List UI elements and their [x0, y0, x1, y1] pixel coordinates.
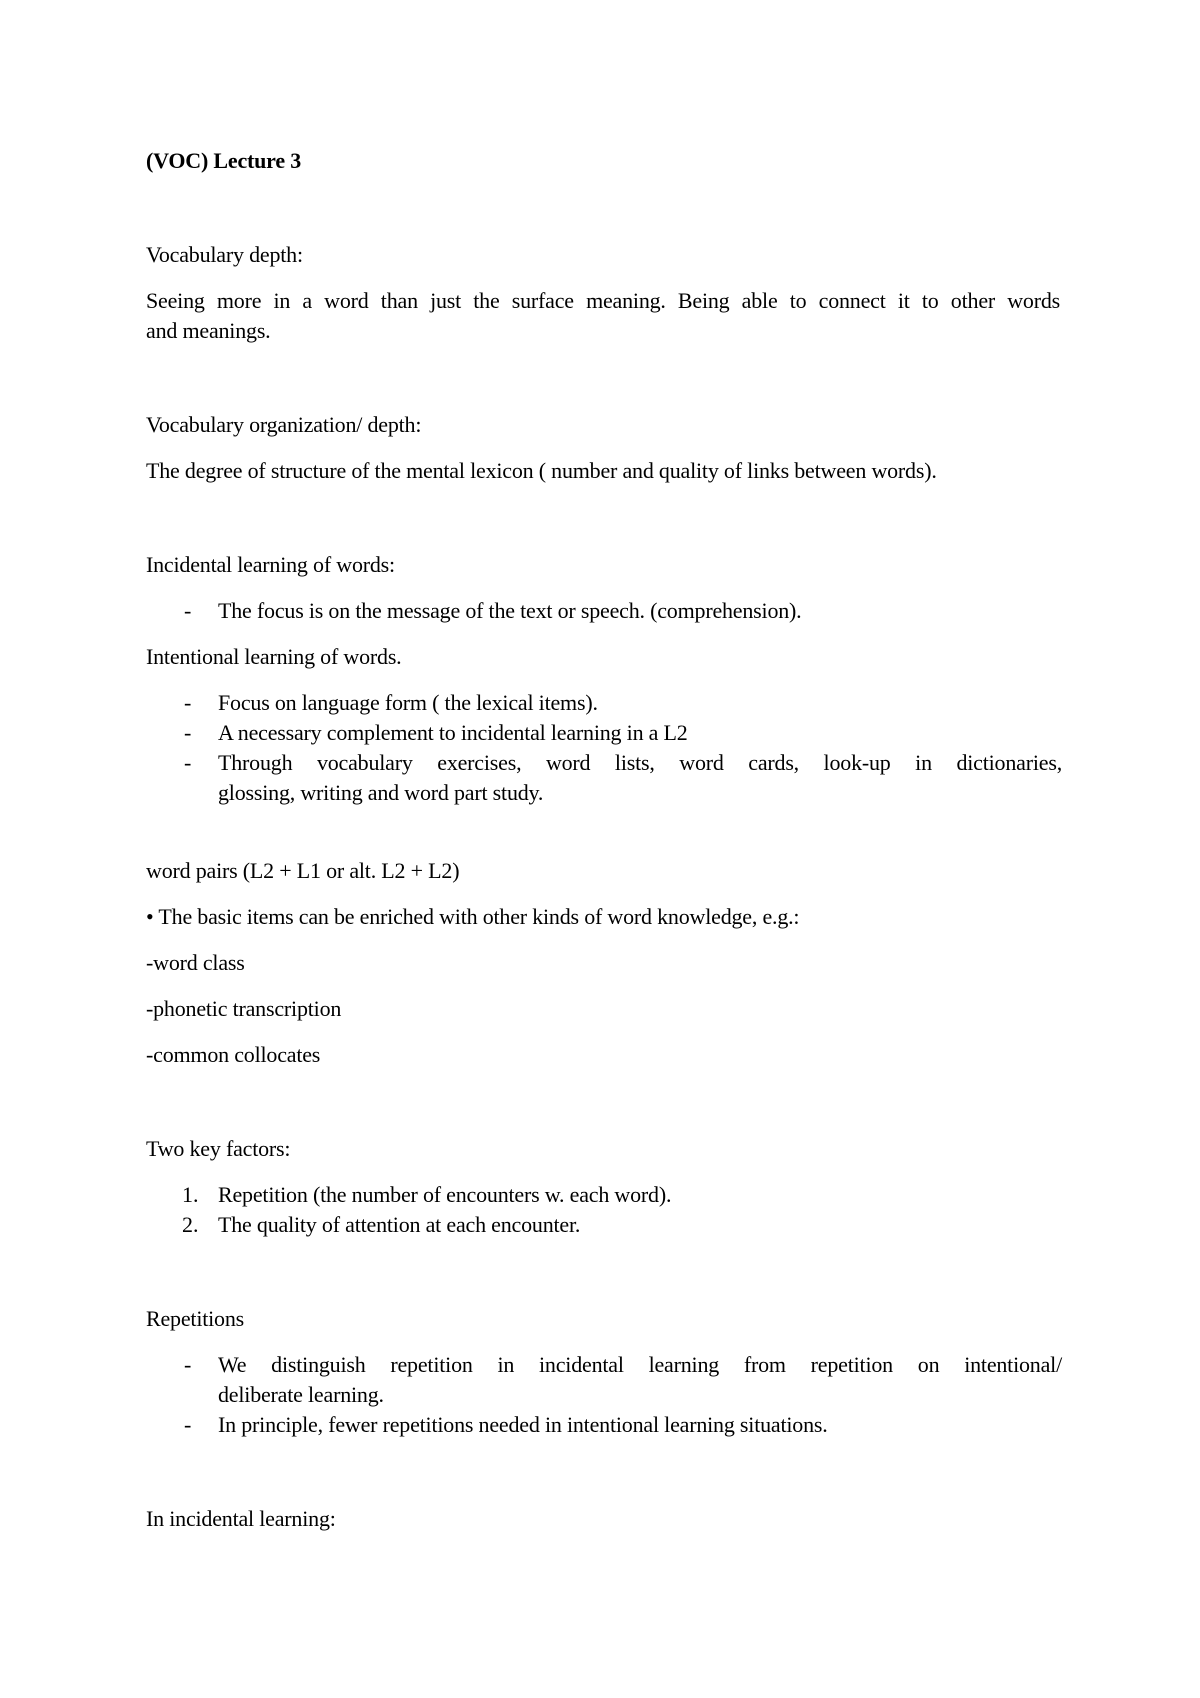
intentional-item: Through vocabulary exercises, word lists, word cards, look-up in dictionaries, [218, 750, 1062, 775]
bullet-dash: - [184, 720, 192, 745]
enrichment-item: -phonetic transcription [146, 996, 342, 1021]
intentional-item-continuation: glossing, writing and word part study. [218, 780, 544, 805]
word-pairs-text: word pairs (L2 + L1 or alt. L2 + L2) [146, 858, 460, 883]
in-incidental-learning-heading: In incidental learning: [146, 1506, 336, 1531]
incidental-item: The focus is on the message of the text or speech. (comprehension). [218, 598, 802, 623]
vocabulary-depth-heading: Vocabulary depth: [146, 242, 303, 267]
incidental-learning-heading: Incidental learning of words: [146, 552, 395, 577]
bullet-dash: - [184, 1412, 192, 1437]
bullet-dash: - [184, 1352, 192, 1377]
vocabulary-depth-text-line1: Seeing more in a word than just the surface meaning. Being able to connect it to other words [146, 288, 1060, 313]
list-number: 1. [182, 1182, 199, 1207]
vocabulary-organization-text: The degree of structure of the mental lexicon ( number and quality of links between words). [146, 458, 937, 483]
intentional-learning-heading: Intentional learning of words. [146, 644, 402, 669]
intentional-item: Focus on language form ( the lexical items). [218, 690, 598, 715]
enrichment-item: -common collocates [146, 1042, 321, 1067]
two-key-factors-heading: Two key factors: [146, 1136, 291, 1161]
document-title: (VOC) Lecture 3 [146, 148, 301, 173]
enrichment-text: • The basic items can be enriched with other kinds of word knowledge, e.g.: [146, 904, 800, 929]
repetitions-heading: Repetitions [146, 1306, 245, 1331]
list-number: 2. [182, 1212, 199, 1237]
bullet-dash: - [184, 598, 192, 623]
vocabulary-organization-heading: Vocabulary organization/ depth: [146, 412, 422, 437]
repetitions-item: In principle, fewer repetitions needed in intentional learning situations. [218, 1412, 828, 1437]
factor-item: The quality of attention at each encounter. [218, 1212, 581, 1237]
factor-item: Repetition (the number of encounters w. each word). [218, 1182, 672, 1207]
bullet-dash: - [184, 750, 192, 775]
bullet-dash: - [184, 690, 192, 715]
repetitions-item-continuation: deliberate learning. [218, 1382, 384, 1407]
repetitions-item: We distinguish repetition in incidental learning from repetition on intentional/ [218, 1352, 1062, 1377]
vocabulary-depth-text-line2: and meanings. [146, 318, 271, 343]
enrichment-item: -word class [146, 950, 245, 975]
intentional-item: A necessary complement to incidental learning in a L2 [218, 720, 688, 745]
